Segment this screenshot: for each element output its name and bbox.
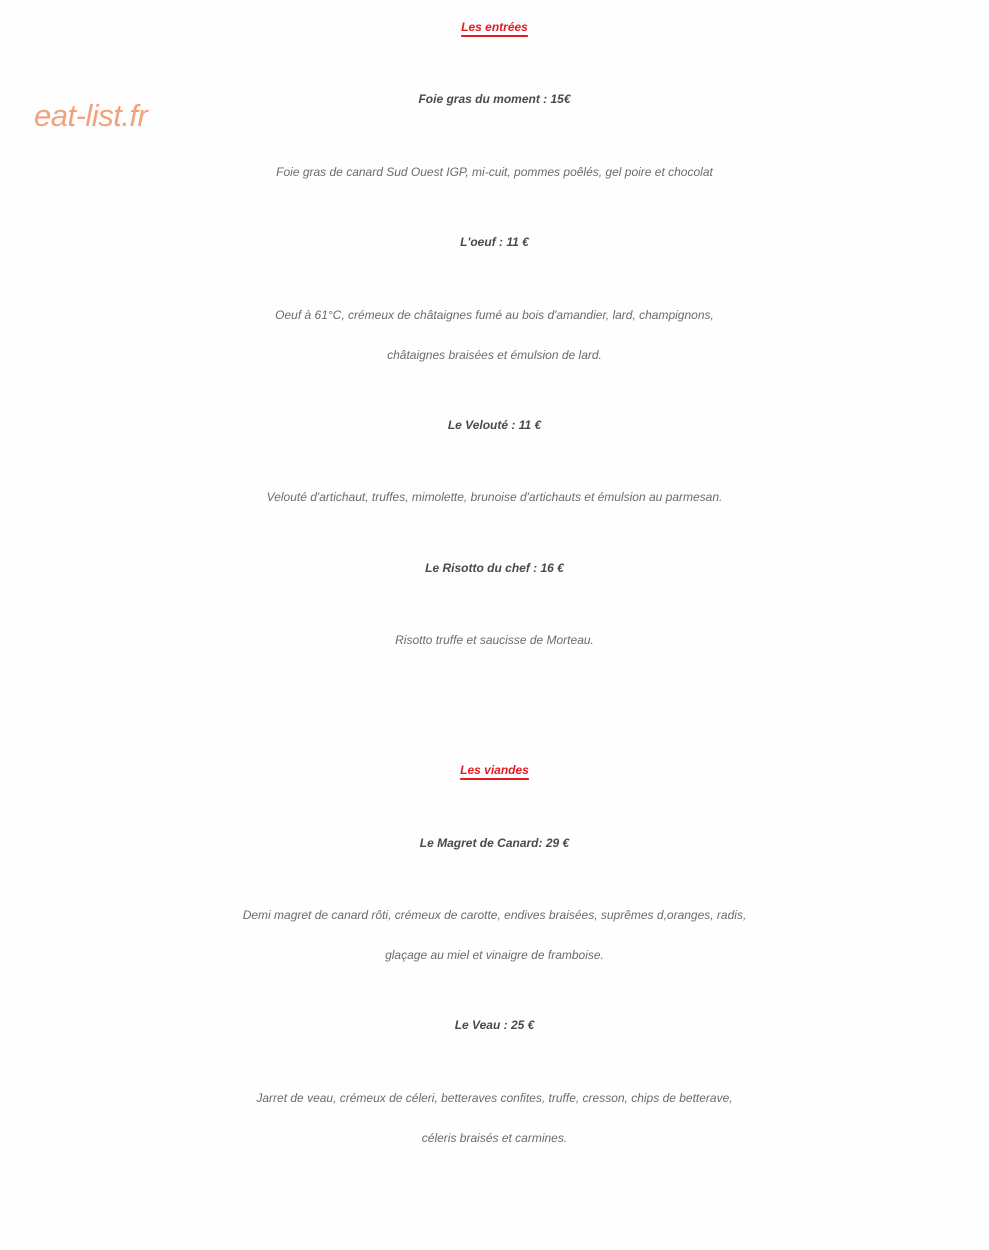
dish-title: Le Magret de Canard: 29 € [419,836,570,850]
dish-title: Le Veau : 25 € [454,1018,535,1032]
dish-description: Risotto truffe et saucisse de Morteau. [395,633,594,647]
dish-description: céleris braisés et carmines. [421,1131,568,1145]
dish-description: Velouté d'artichaut, truffes, mimolette, brunoise d'artichauts et émulsion au parmesan. [266,490,723,504]
dish-description: Foie gras de canard Sud Ouest IGP, mi-cuit, pommes poêlés, gel poire et chocolat [276,165,713,179]
watermark: eat-list.fr [34,98,148,133]
dish-description: glaçage au miel et vinaigre de framboise. [385,948,604,962]
dish-description: Jarret de veau, crémeux de céleri, betteraves confites, truffe, cresson, chips de betterave, [256,1091,733,1105]
dish-title: L'oeuf : 11 € [460,235,529,249]
dish-title: Foie gras du moment : 15€ [418,92,571,106]
section-title-viandes: Les viandes [460,763,529,777]
dish-description: châtaignes braisées et émulsion de lard. [387,348,602,362]
dish-description: Oeuf à 61°C, crémeux de châtaignes fumé au bois d'amandier, lard, champignons, [275,308,714,322]
dish-title: Le Velouté : 11 € [447,418,542,432]
dish-description: Demi magret de canard rôti, crémeux de carotte, endives braisées, suprêmes d,oranges, radis, [242,908,747,922]
dish-title: Le Risotto du chef : 16 € [425,561,564,575]
section-title-entrees: Les entrées [461,20,528,34]
